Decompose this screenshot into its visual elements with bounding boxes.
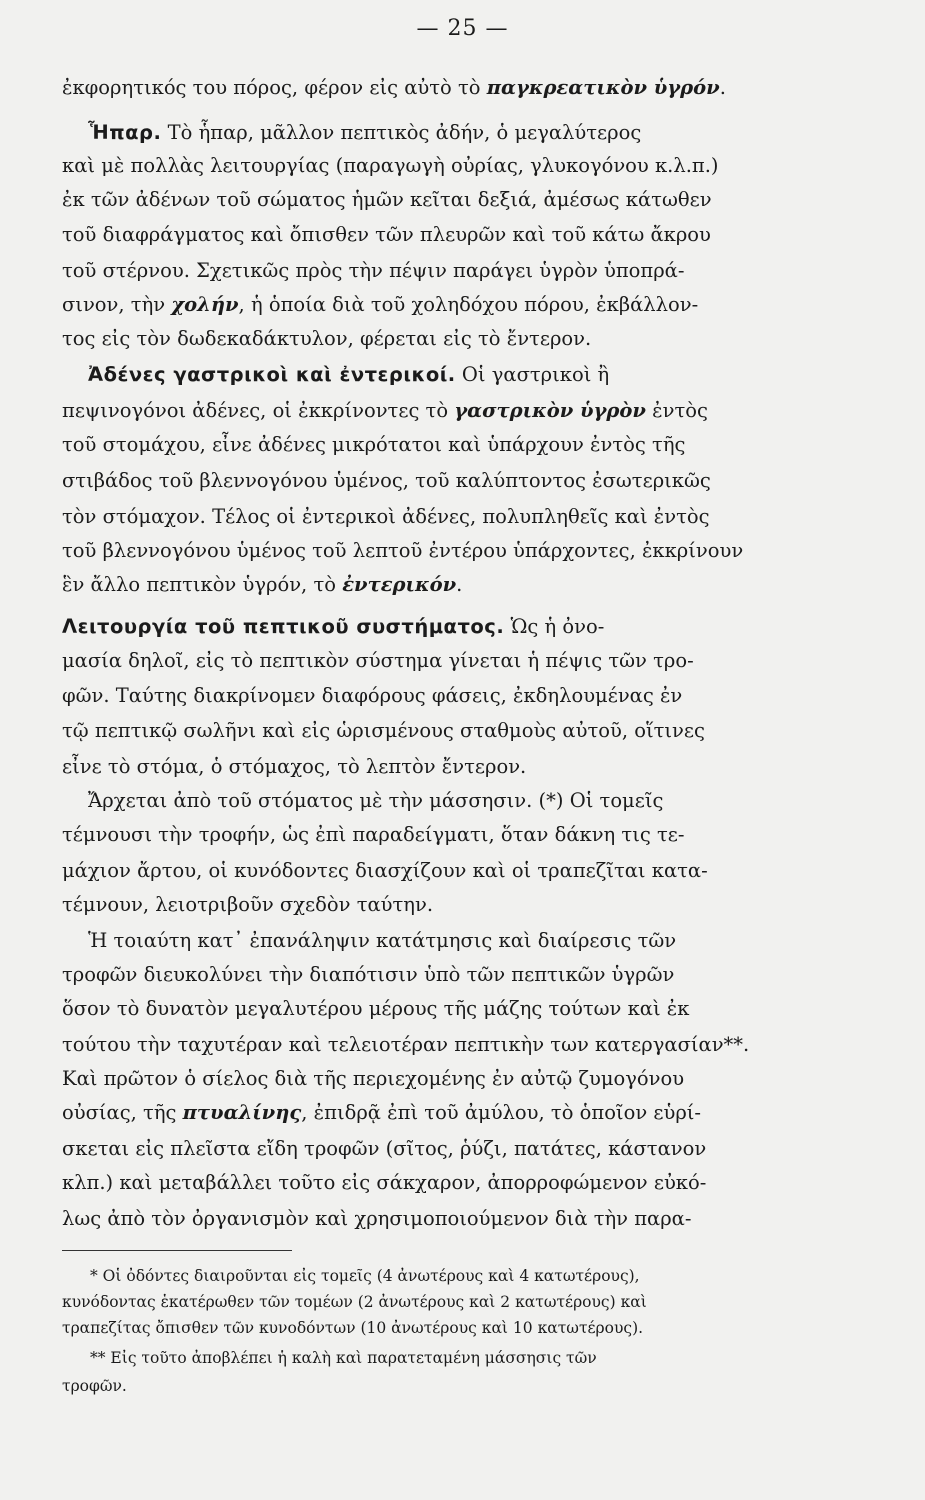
emphasis: γαστρικὸν ὑγρὸν: [454, 399, 646, 422]
text-line: τούτου τὴν ταχυτέραν καὶ τελειοτέραν πεπτικὴν των κατεργασίαν**.: [62, 1033, 750, 1056]
text-line: τοῦ στέρνου. Σχετικῶς πρὸς τὴν πέψιν παράγει ὑγρὸν ὑποπρά-: [62, 259, 685, 282]
section-heading-hepar: Ἧπαρ.: [88, 121, 162, 144]
text-line: πεψινογόνοι ἀδένες, οἱ ἐκκρίνοντες τὸ γαστρικὸν ὑγρὸν ἐντὸς: [62, 399, 708, 422]
text-line: τροφῶν διευκολύνει τὴν διαπότισιν ὑπὸ τῶν πεπτικῶν ὑγρῶν: [62, 963, 675, 986]
text-line: εἶνε τὸ στόμα, ὁ στόμαχος, τὸ λεπτὸν ἔντερον.: [62, 755, 527, 778]
text-line: μάχιον ἄρτου, οἱ κυνόδοντες διασχίζουν καὶ οἱ τραπεζῖται κατα-: [62, 859, 708, 882]
text-line: τέμνουσι τὴν τροφήν, ὡς ἐπὶ παραδείγματι, ὅταν δάκνη τις τε-: [62, 823, 685, 846]
text-line: καὶ μὲ πολλὰς λειτουργίας (παραγωγὴ οὐρίας, γλυκογόνου κ.λ.π.): [62, 154, 719, 177]
text-line: Ἀδένες γαστρικοὶ καὶ ἐντερικοί. Οἱ γαστρικοὶ ἢ: [88, 363, 610, 386]
section-heading-glands: Ἀδένες γαστρικοὶ καὶ ἐντερικοί.: [88, 363, 456, 386]
emphasis: παγκρεατικὸν ὑγρόν: [486, 76, 720, 99]
footnote-line: * Οἱ ὀδόντες διαιροῦνται εἰς τομεῖς (4 ἀνωτέρους καὶ 4 κατωτέρους),: [90, 1267, 640, 1285]
footnote-divider: [62, 1250, 292, 1251]
text-line: λως ἀπὸ τὸν ὀργανισμὸν καὶ χρησιμοποιούμενον διὰ τὴν παρα-: [62, 1207, 692, 1230]
text-line: τοῦ στομάχου, εἶνε ἀδένες μικρότατοι καὶ ὑπάρχουν ἐντὸς τῆς: [62, 433, 686, 456]
text-line: τος εἰς τὸν δωδεκαδάκτυλον, φέρεται εἰς τὸ ἔντερον.: [62, 327, 592, 350]
text-line: τοῦ διαφράγματος καὶ ὄπισθεν τῶν πλευρῶν καὶ τοῦ κάτω ἄκρου: [62, 223, 711, 246]
text-line: ἐκ τῶν ἀδένων τοῦ σώματος ἡμῶν κεῖται δεξιά, ἀμέσως κάτωθεν: [62, 188, 712, 211]
footnote-line: κυνόδοντας ἑκατέρωθεν τῶν τομέων (2 ἀνωτέρους καὶ 2 κατωτέρους) καὶ: [62, 1293, 647, 1311]
text-line: ἓν ἄλλο πεπτικὸν ὑγρόν, τὸ ἐντερικόν.: [62, 573, 463, 596]
text-line: τέμνουν, λειοτριβοῦν σχεδὸν ταύτην.: [62, 893, 434, 916]
text-line: ἐκφορητικός του πόρος, φέρον εἰς αὐτὸ τὸ παγκρεατικὸν ὑγρόν.: [62, 76, 726, 99]
text-line: Ἄρχεται ἀπὸ τοῦ στόματος μὲ τὴν μάσσησιν. (*) Οἱ τομεῖς: [88, 789, 664, 812]
text-line: τὸν στόμαχον. Τέλος οἱ ἐντερικοὶ ἀδένες, πολυπληθεῖς καὶ ἐντὸς: [62, 505, 710, 528]
footnote-line: τροφῶν.: [62, 1377, 127, 1395]
emphasis: ἐντερικόν: [342, 573, 457, 596]
text-line: Ἡ τοιαύτη κατ᾽ ἐπανάληψιν κατάτμησις καὶ διαίρεσις τῶν: [88, 929, 677, 952]
text-line: σκεται εἰς πλεῖστα εἴδη τροφῶν (σῖτος, ῥύζι, πατάτες, κάστανον: [62, 1137, 707, 1160]
emphasis: χολήν: [171, 293, 239, 316]
text-line: στιβάδος τοῦ βλεννογόνου ὑμένος, τοῦ καλύπτοντος ἐσωτερικῶς: [62, 469, 711, 492]
footnote-line: ** Εἰς τοῦτο ἀποβλέπει ἡ καλὴ καὶ παρατεταμένη μάσσησις τῶν: [90, 1349, 597, 1367]
text-line: τοῦ βλεννογόνου ὑμένος τοῦ λεπτοῦ ἐντέρου ὑπάρχοντες, ἐκκρίνουν: [62, 539, 744, 562]
text-line: Καὶ πρῶτον ὁ σίελος διὰ τῆς περιεχομένης ἐν αὐτῷ ζυμογόνου: [62, 1067, 685, 1090]
text-line: κλπ.) καὶ μεταβάλλει τοῦτο εἰς σάκχαρον, ἀπορροφώμενον εὐκό-: [62, 1171, 707, 1194]
text-line: σινον, τὴν χολήν, ἡ ὁποία διὰ τοῦ χοληδόχου πόρου, ἐκβάλλον-: [62, 293, 699, 316]
section-heading-function: Λειτουργία τοῦ πεπτικοῦ συστήματος.: [62, 615, 505, 638]
text-line: Λειτουργία τοῦ πεπτικοῦ συστήματος. Ὡς ἡ ὀνο-: [62, 615, 605, 638]
text-line: οὐσίας, τῆς πτυαλίνης, ἐπιδρᾷ ἐπὶ τοῦ ἀμύλου, τὸ ὁποῖον εὑρί-: [62, 1101, 702, 1124]
text-line: Ἧπαρ. Τὸ ἧπαρ, μᾶλλον πεπτικὸς ἀδήν, ὁ μεγαλύτερος: [88, 121, 642, 144]
emphasis: πτυαλίνης: [182, 1101, 302, 1124]
text-line: ὅσον τὸ δυνατὸν μεγαλυτέρου μέρους τῆς μάζης τούτων καὶ ἐκ: [62, 997, 690, 1020]
text-line: φῶν. Ταύτης διακρίνομεν διαφόρους φάσεις, ἐκδηλουμένας ἐν: [62, 684, 683, 707]
page-number: — 25 —: [416, 16, 509, 41]
text-line: μασία δηλοῖ, εἰς τὸ πεπτικὸν σύστημα γίνεται ἡ πέψις τῶν τρο-: [62, 649, 694, 672]
footnote-line: τραπεζίτας ὄπισθεν τῶν κυνοδόντων (10 ἀνωτέρους καὶ 10 κατωτέρους).: [62, 1319, 644, 1337]
text-line: τῷ πεπτικῷ σωλῆνι καὶ εἰς ὡρισμένους σταθμοὺς αὐτοῦ, οἵτινες: [62, 719, 705, 742]
